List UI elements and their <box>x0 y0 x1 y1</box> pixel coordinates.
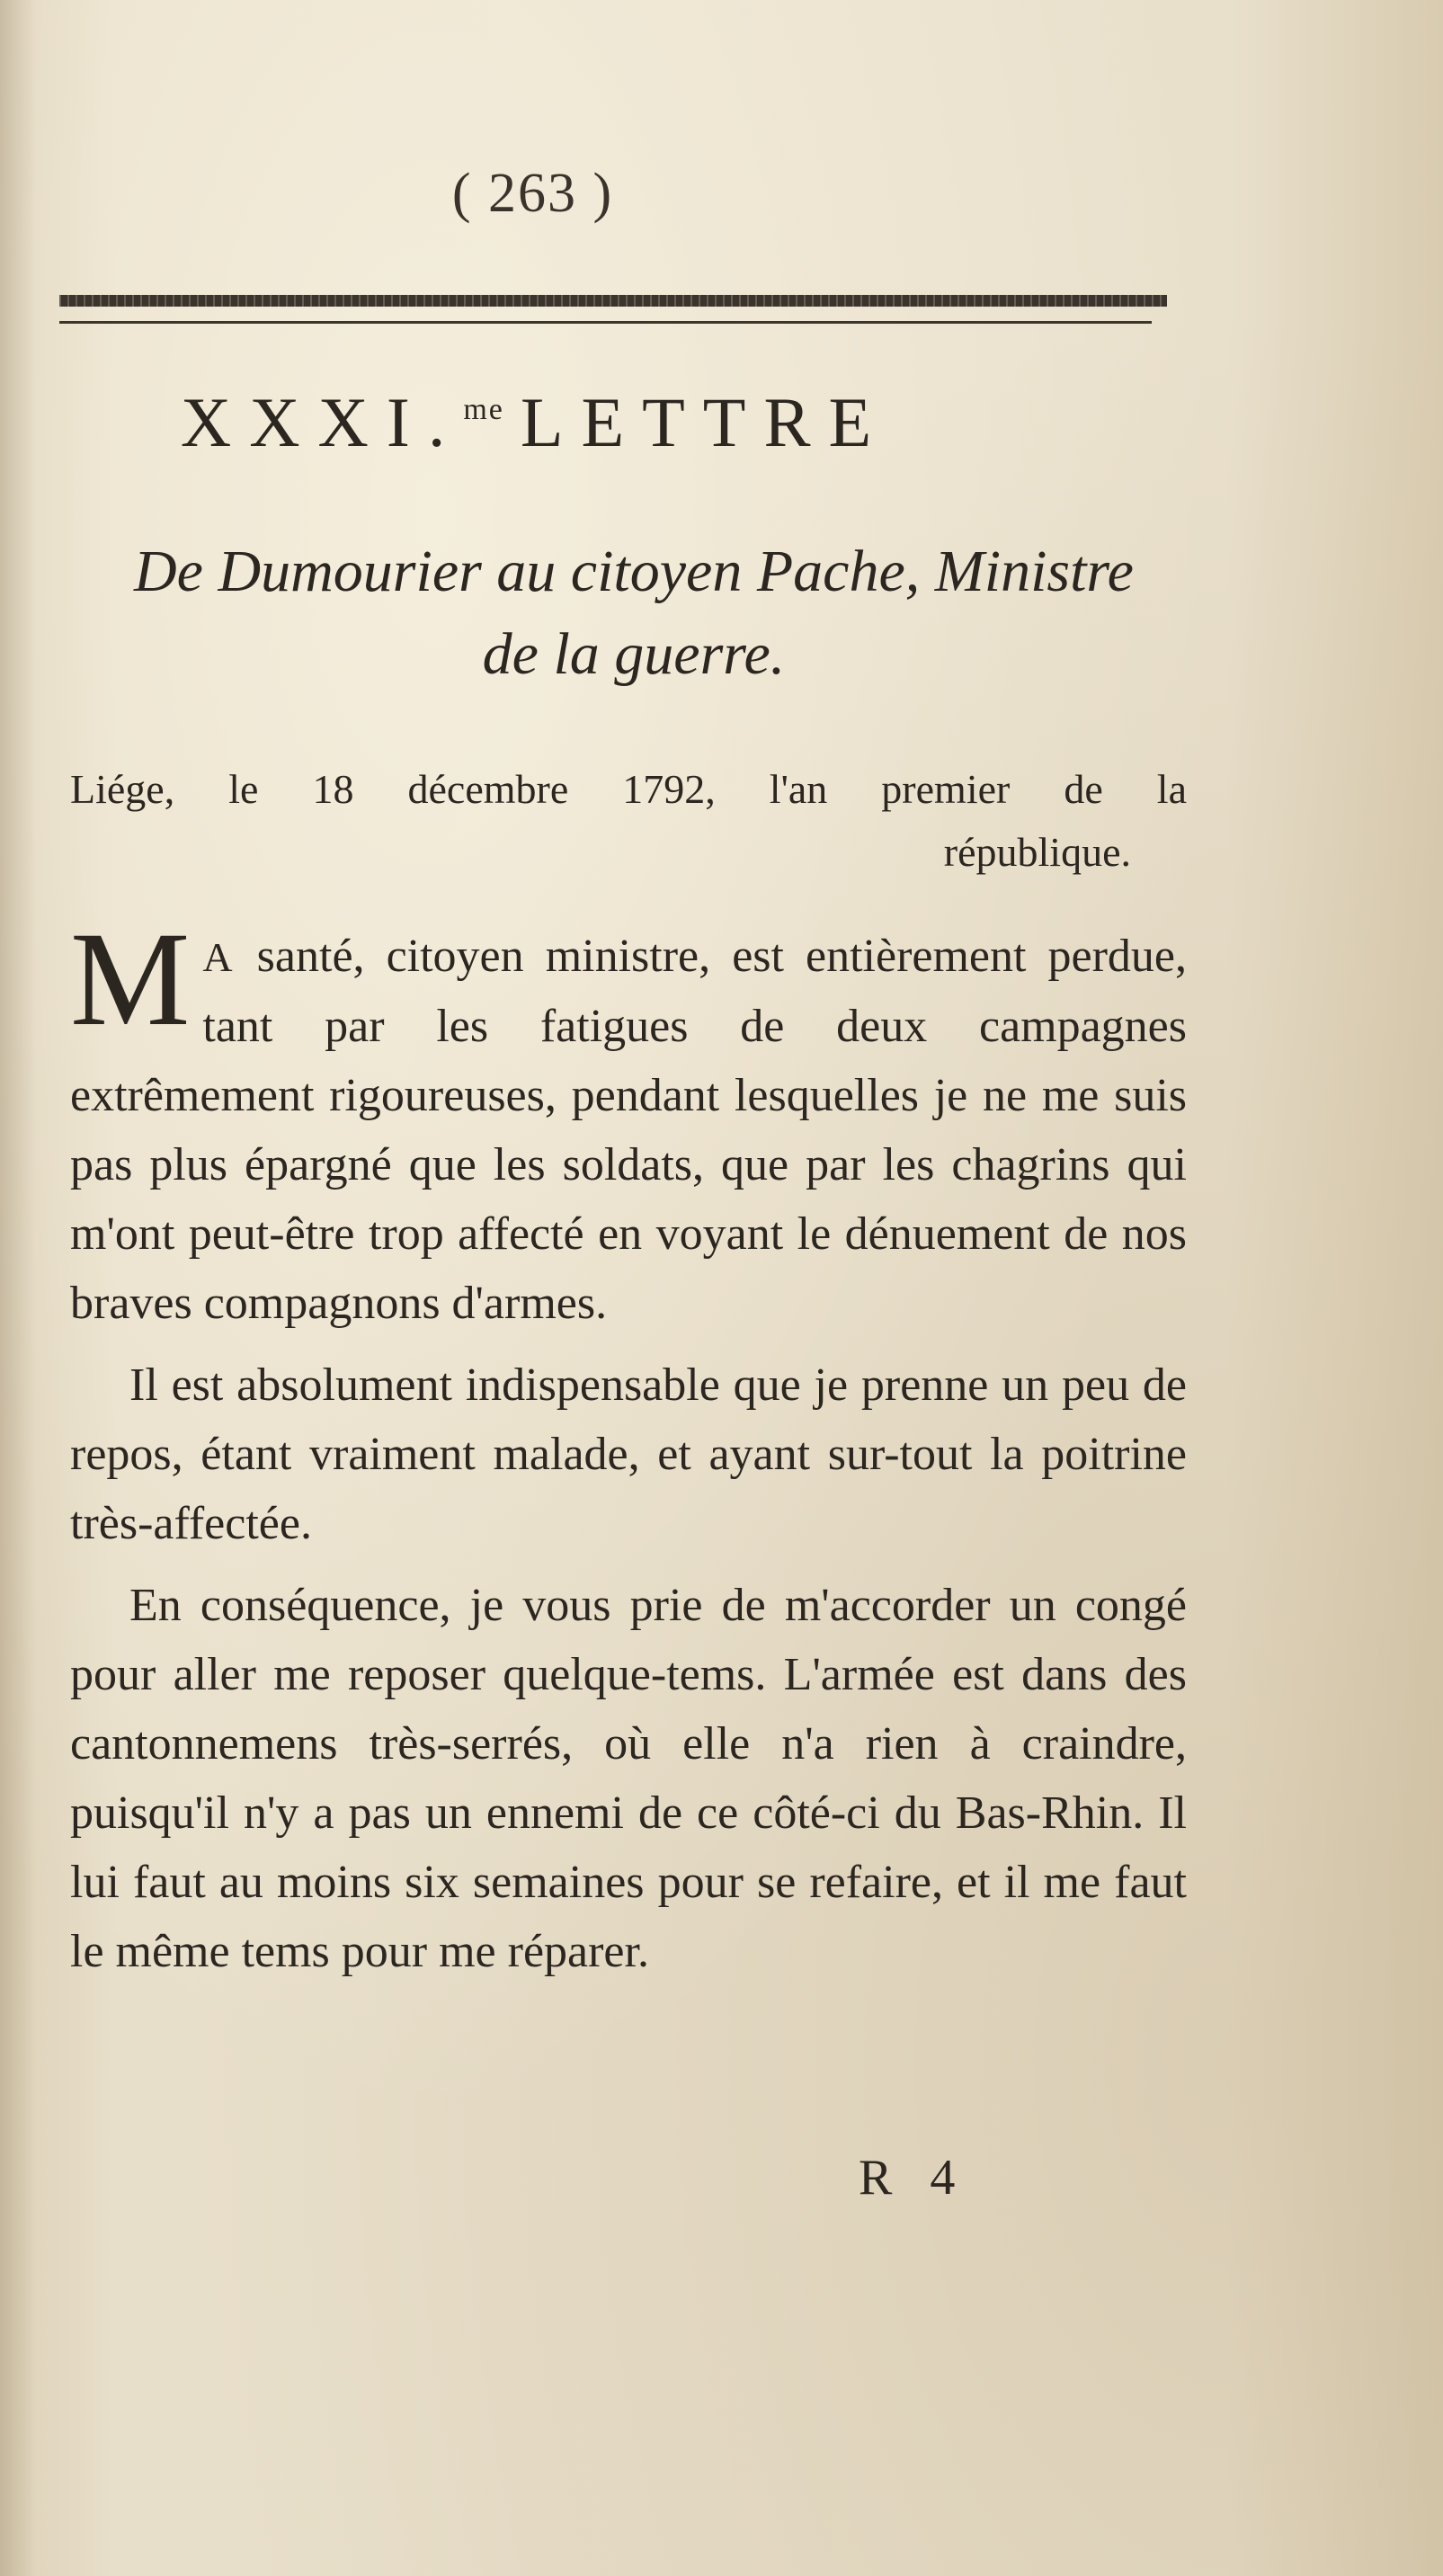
letter-body <box>70 905 1187 1986</box>
subtitle-line-2: de la guerre. <box>482 621 786 687</box>
heading-numeral: XXXI. <box>180 383 464 461</box>
header-rule-thick <box>59 295 1167 307</box>
page-number: ( 263 ) <box>451 163 614 224</box>
signature-mark: R 4 <box>859 2150 968 2206</box>
subtitle-line-1: De Dumourier au citoyen Pache, Ministre <box>134 539 1134 604</box>
header-rule-thin <box>59 321 1152 324</box>
dateline-line-1: Liége, le 18 décembre 1792, l'an premier de la <box>70 766 1187 812</box>
dateline-line-2: république. <box>943 829 1131 875</box>
paragraph-3: En conséquence, je vous prie de m'accorder un congé pour aller me reposer quelque-tems. L'armée est dans des cantonnemens très-serrés, où elle n'a rien à craindre, puisqu'il n'y a pas un ennemi de ce côté-ci du Bas-Rhin. Il lui faut au moins six semaines pour se refaire, et il me faut le même tems pour me réparer. <box>70 1580 1187 1977</box>
heading-word: LETTRE <box>520 383 890 461</box>
letter-subtitle <box>63 530 1205 696</box>
paragraph-2: Il est absolument indispensable que je prenne un peu de repos, étant vraiment malade, et ayant sur-tout la poitrine très-affectée. <box>70 1359 1187 1549</box>
paragraph-1-text: santé, citoyen ministre, est entièrement perdue, tant par les fatigues de deux campagnes extrêmement rigoureuses, pendant lesquelles je ne me suis pas plus épargné que les soldats, que par les chagrins qui m'ont peut-être trop affecté en voyant le dénuement de nos braves compagnons d'armes. <box>70 931 1187 1329</box>
paragraph-1 <box>70 905 1187 1338</box>
letter-heading <box>0 382 1443 463</box>
lead-caps: A <box>202 934 236 980</box>
heading-ordinal-suffix: me <box>463 393 504 426</box>
drop-cap: M <box>70 905 191 1054</box>
